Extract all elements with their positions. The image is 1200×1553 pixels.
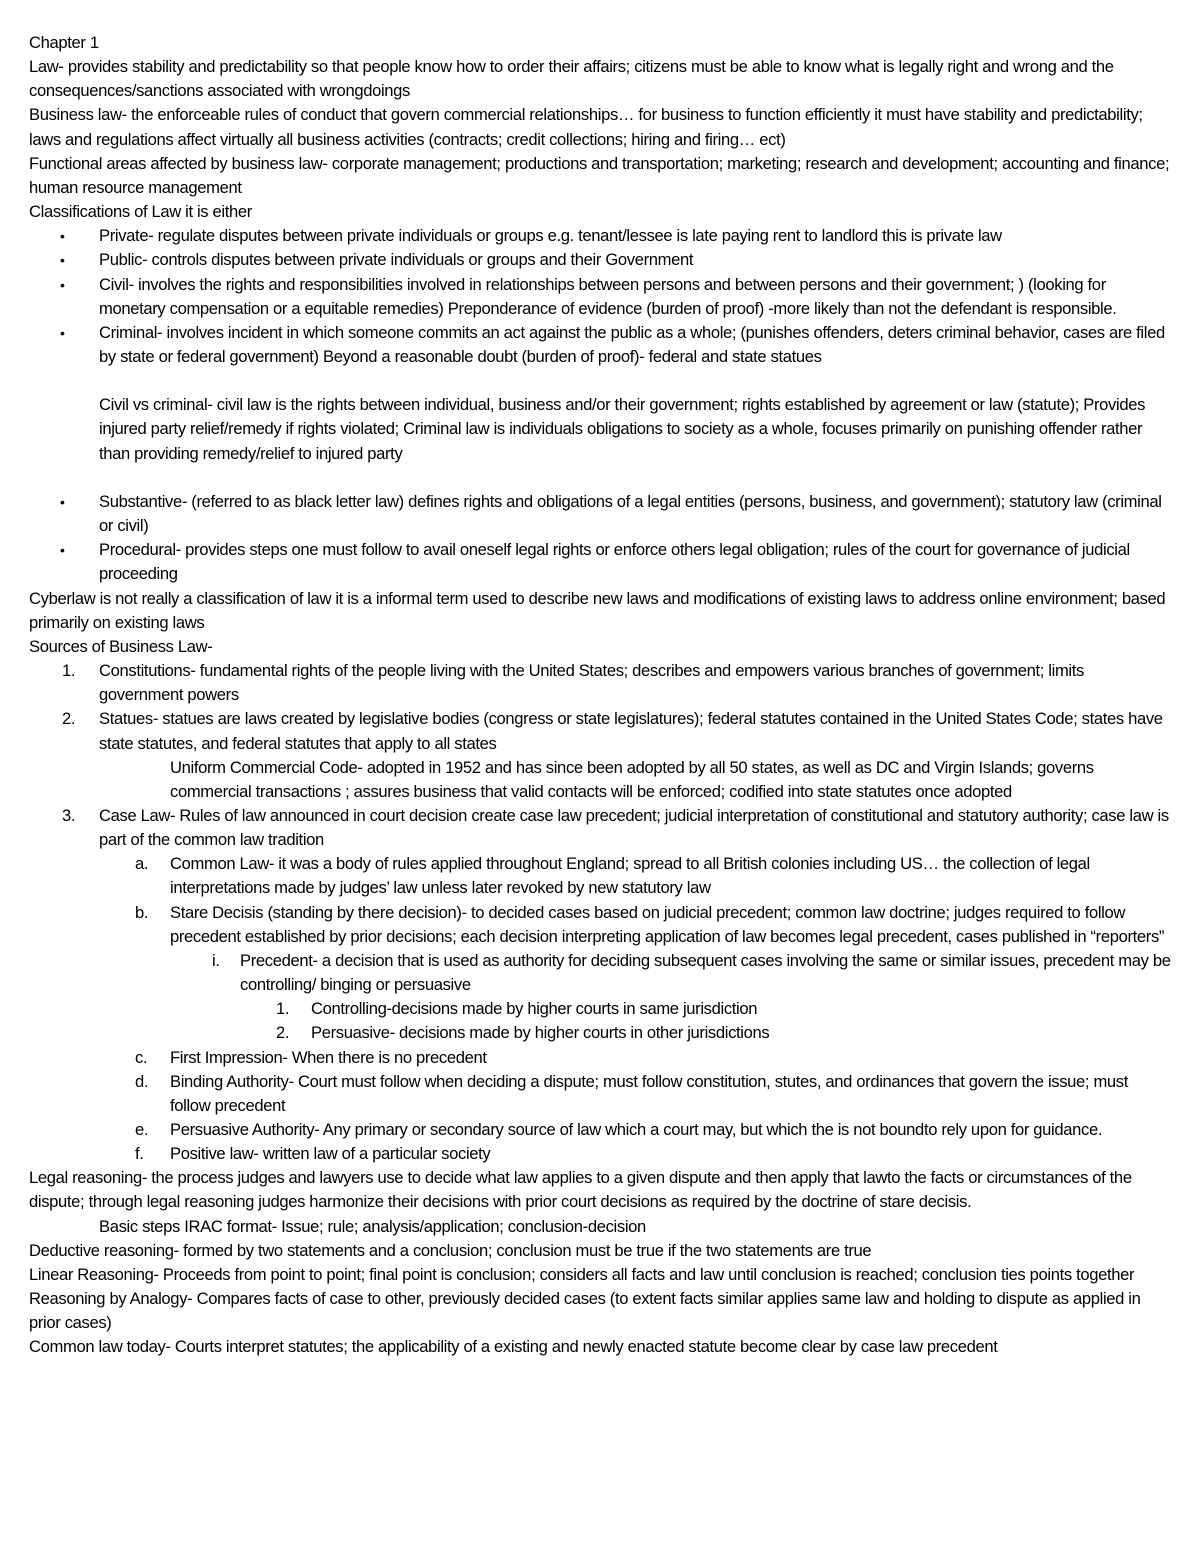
legal-reasoning-paragraph: Legal reasoning- the process judges and lawyers use to decide what law applies to a given dispute and then apply that lawto the facts or circumstances of the dispute; through legal reasoning judges harmonize their decisions with prior court decisions as required by the doctrine of stare decisis. <box>29 1168 1132 1212</box>
list-text: Controlling-decisions made by higher courts in same jurisdiction <box>311 999 758 1019</box>
linear-reasoning-paragraph: Linear Reasoning- Proceeds from point to point; final point is conclusion; considers all facts and law until conclusion is reached; conclusion ties points together <box>29 1264 1135 1284</box>
bullet-marker: • <box>60 252 65 269</box>
case-law-item-binding-authority <box>29 1070 1171 1118</box>
case-law-item-persuasive-authority <box>29 1118 1171 1142</box>
sources-heading: Sources of Business Law- <box>29 636 213 656</box>
document-body <box>29 31 1171 1360</box>
bullet-text: Civil- involves the rights and responsibilities involved in relationships between persons and between persons and their government; ) (looking for monetary compensation or a equitable remedies) Preponderance of evidence (burden of proof) -more likely than not the defendant is responsible. <box>99 274 1117 318</box>
list-marker: e. <box>135 1120 149 1139</box>
case-law-item-common-law <box>29 852 1171 900</box>
list-marker: 2. <box>62 709 76 729</box>
irac-paragraph: Basic steps IRAC format- Issue; rule; analysis/application; conclusion-decision <box>99 1216 646 1236</box>
bullet-marker: • <box>60 228 65 245</box>
precedent-item <box>29 949 1171 997</box>
bullet-text: Procedural- provides steps one must follow to avail oneself legal rights or enforce others legal obligation; rules of the court for governance of judicial proceeding <box>99 540 1130 584</box>
bullet-item-private <box>29 224 1171 248</box>
bullet-marker: • <box>60 276 65 293</box>
business-law-definition: Business law- the enforceable rules of conduct that govern commercial relationships… for business to function efficiently it must have stability and predictability; laws and regulations affect virtually all business activities (contracts; credit collections; hiring and firing… ect) <box>29 105 1143 149</box>
case-law-item-positive-law <box>29 1142 1171 1166</box>
bullet-marker: • <box>60 324 65 341</box>
case-law-item-stare-decisis <box>29 901 1171 949</box>
list-marker: b. <box>135 902 149 922</box>
list-text: Stare Decisis (standing by there decision)- to decided cases based on judicial precedent; common law doctrine; judges required to follow precedent established by prior decisions; each decision interpreting application of law becomes legal precedent, cases published in “reporters” <box>170 902 1165 946</box>
bullet-marker: • <box>60 542 65 559</box>
list-text: Case Law- Rules of law announced in court decision create case law precedent; judicial interpretation of constitutional and statutory authority; case law is part of the common law tradition <box>99 805 1169 850</box>
classifications-heading: Classifications of Law it is either <box>29 202 252 222</box>
list-marker: 3. <box>62 805 76 825</box>
list-text: Constitutions- fundamental rights of the people living with the United States; describes and empowers various branches of government; limits government powers <box>99 661 1084 705</box>
bullet-item-civil <box>29 273 1171 321</box>
deductive-reasoning-paragraph: Deductive reasoning- formed by two statements and a conclusion; conclusion must be true if the two statements are true <box>29 1240 872 1260</box>
list-marker: a. <box>135 854 149 874</box>
list-text: Persuasive- decisions made by higher courts in other jurisdictions <box>311 1023 770 1043</box>
bullet-text: Public- controls disputes between private individuals or groups and their Government <box>99 250 694 270</box>
bullet-item-procedural <box>29 538 1171 586</box>
bullet-text: Substantive- (referred to as black letter law) defines rights and obligations of a legal entities (persons, business, and government); statutory law (criminal or civil) <box>99 491 1162 536</box>
bullet-text: Private- regulate disputes between private individuals or groups e.g. tenant/lessee is late paying rent to landlord this is private law <box>99 226 1002 246</box>
civil-vs-criminal-paragraph: Civil vs criminal- civil law is the rights between individual, business and/or their government; rights established by agreement or law (statute); Provides injured party relief/remedy if rights violated; Criminal law is individuals obligations to society as a whole, focuses primarily on punishing offender rather than providing remedy/relief to injured party <box>99 395 1146 463</box>
bullet-item-substantive <box>29 490 1171 538</box>
list-text: Binding Authority- Court must follow when deciding a dispute; must follow constitution, stutes, and ordinances that govern the issue; must follow precedent <box>170 1071 1129 1115</box>
list-text: Persuasive Authority- Any primary or secondary source of law which a court may, but which the is not boundto rely upon for guidance. <box>170 1120 1103 1139</box>
bullet-marker: • <box>60 493 65 510</box>
ucc-paragraph: Uniform Commercial Code- adopted in 1952 and has since been adopted by all 50 states, as well as DC and Virgin Islands; governs commercial transactions ; assures business that valid contacts will be enforced; codified into state statutes once adopted <box>170 757 1094 801</box>
common-law-today-paragraph: Common law today- Courts interpret statutes; the applicability of a existing and newly enacted statute become clear by case law precedent <box>29 1337 998 1357</box>
list-marker: 1. <box>62 661 76 681</box>
list-marker: f. <box>135 1144 144 1164</box>
source-item-case-law <box>29 804 1171 852</box>
chapter-heading: Chapter 1 <box>29 33 99 52</box>
cyberlaw-paragraph: Cyberlaw is not really a classification of law it is a informal term used to describe new laws and modifications of existing laws to address online environment; based primarily on existing laws <box>29 588 1166 632</box>
list-text: Positive law- written law of a particular society <box>170 1144 491 1164</box>
list-text: First Impression- When there is no precedent <box>170 1047 487 1067</box>
functional-areas-paragraph: Functional areas affected by business law- corporate management; productions and transportation; marketing; research and development; accounting and finance; human resource management <box>29 153 1170 197</box>
list-text: Precedent- a decision that is used as authority for deciding subsequent cases involving the same or similar issues, precedent may be controlling/ binging or persuasive <box>240 950 1171 995</box>
source-item-constitutions <box>29 659 1171 707</box>
list-text: Statues- statues are laws created by legislative bodies (congress or state legislatures); federal statutes contained in the United States Code; states have state statutes, and federal statutes that apply to all states <box>99 709 1163 753</box>
reasoning-by-analogy-paragraph: Reasoning by Analogy- Compares facts of case to other, previously decided cases (to extent facts similar applies same law and holding to dispute as applied in prior cases) <box>29 1289 1141 1333</box>
list-marker: 1. <box>276 999 290 1019</box>
list-marker: 2. <box>276 1023 290 1043</box>
blank-line <box>29 466 1171 490</box>
precedent-subitem-persuasive <box>29 1021 1171 1045</box>
bullet-item-criminal <box>29 321 1171 369</box>
blank-line <box>29 369 1171 393</box>
list-marker: c. <box>135 1047 148 1067</box>
law-definition: Law- provides stability and predictability so that people know how to order their affairs; citizens must be able to know what is legally right and wrong and the consequences/sanctions associated with wrongdoings <box>29 57 1114 101</box>
list-marker: d. <box>135 1071 149 1091</box>
precedent-subitem-controlling <box>29 997 1171 1021</box>
list-text: Common Law- it was a body of rules applied throughout England; spread to all British colonies including US… the collection of legal interpretations made by judges’ law unless later revoked by new statutory law <box>170 854 1090 898</box>
source-item-statues <box>29 707 1171 755</box>
bullet-item-public <box>29 248 1171 272</box>
case-law-item-first-impression <box>29 1046 1171 1070</box>
list-marker: i. <box>212 950 220 970</box>
bullet-text: Criminal- involves incident in which someone commits an act against the public as a whole; (punishes offenders, deters criminal behavior, cases are filed by state or federal government) Beyond a reasonable doubt (burden of proof)- federal and state statues <box>99 322 1165 367</box>
